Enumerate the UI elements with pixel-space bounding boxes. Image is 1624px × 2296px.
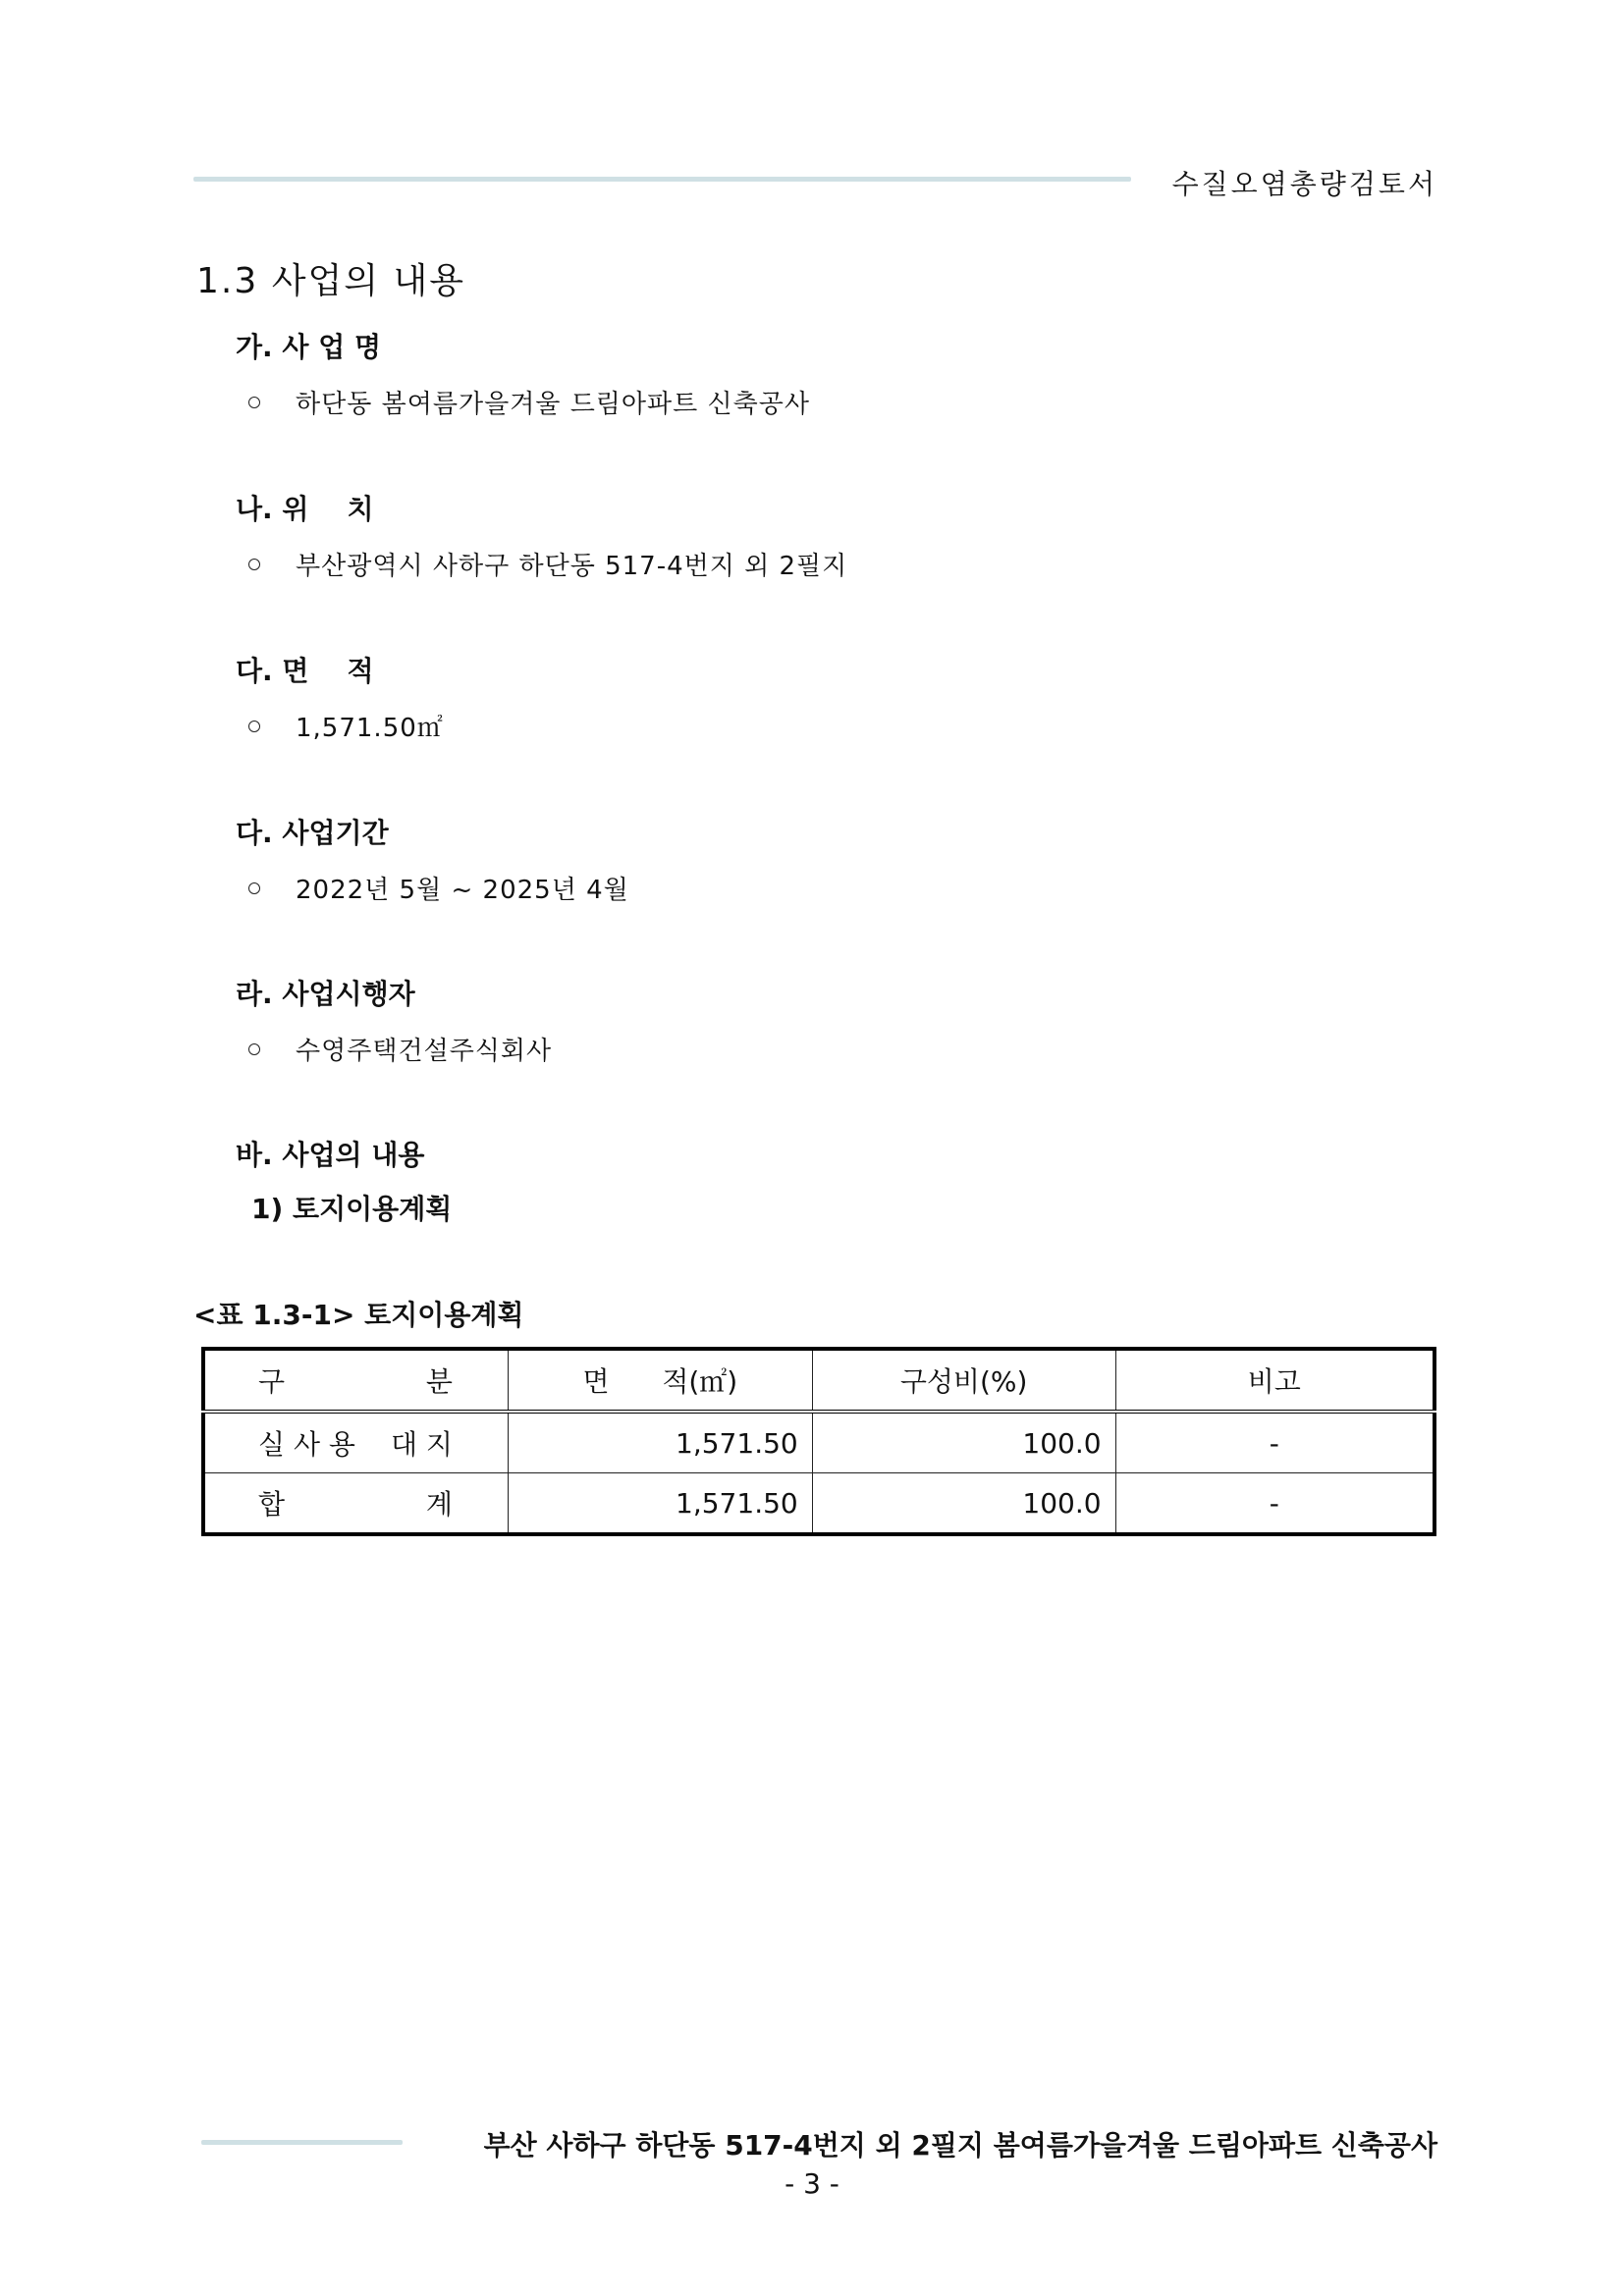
table-header-row xyxy=(203,1349,1435,1412)
row-label-part-a: 합 xyxy=(258,1488,286,1521)
header-rule xyxy=(193,177,1131,182)
row-remark: - xyxy=(1115,1473,1435,1535)
footer-title: 부산 사하구 하단동 517-4번지 외 2필지 봄여름가을겨울 드림아파트 신축공사 xyxy=(483,2129,1437,2162)
header-area-part-b: 적(㎡) xyxy=(662,1365,738,1398)
table-caption: <표 1.3-1> 토지이용계획 xyxy=(193,1299,524,1331)
header-remark: 비고 xyxy=(1115,1349,1435,1412)
table-row xyxy=(203,1412,1435,1473)
heading-area: 다. 면 적 xyxy=(236,655,374,687)
land-use-table xyxy=(201,1347,1436,1536)
table-row xyxy=(203,1473,1435,1535)
header-category xyxy=(203,1349,508,1412)
row-area: 1,571.50 xyxy=(508,1473,812,1535)
page-number: - 3 - xyxy=(785,2167,839,2200)
location-value: 부산광역시 사하구 하단동 517-4번지 외 2필지 xyxy=(296,552,848,581)
operator-value: 수영주택건설주식회사 xyxy=(296,1037,553,1066)
header-area xyxy=(508,1349,812,1412)
bullet-area xyxy=(248,708,444,744)
period-value: 2022년 5월 ~ 2025년 4월 xyxy=(296,876,629,905)
row-ratio: 100.0 xyxy=(812,1473,1115,1535)
bullet-dot-icon xyxy=(248,1043,260,1055)
bullet-project-name xyxy=(248,384,810,420)
bullet-dot-icon xyxy=(248,721,260,732)
bullet-dot-icon xyxy=(248,397,260,408)
bullet-dot-icon xyxy=(248,882,260,894)
bullet-period xyxy=(248,870,629,906)
row-label-part-b: 계 xyxy=(425,1488,453,1521)
section-title: 1.3 사업의 내용 xyxy=(196,261,466,301)
heading-project-name: 가. 사 업 명 xyxy=(236,331,382,363)
header-area-part-a: 면 xyxy=(582,1365,610,1398)
heading-business-content: 바. 사업의 내용 xyxy=(236,1139,425,1171)
heading-location: 나. 위 치 xyxy=(236,493,374,525)
header-category-part-a: 구 xyxy=(258,1365,286,1398)
bullet-operator xyxy=(248,1031,552,1067)
row-label xyxy=(203,1473,508,1535)
bullet-location xyxy=(248,546,847,582)
header-category-part-b: 분 xyxy=(425,1365,453,1398)
row-label-part-b: 대 지 xyxy=(390,1428,453,1461)
row-remark: - xyxy=(1115,1412,1435,1473)
header-ratio: 구성비(%) xyxy=(812,1349,1115,1412)
document-header-title: 수질오염총량검토서 xyxy=(1171,168,1437,200)
row-label xyxy=(203,1412,508,1473)
area-value: 1,571.50㎡ xyxy=(296,714,444,743)
row-label-part-a: 실 사 용 xyxy=(258,1428,355,1461)
row-ratio: 100.0 xyxy=(812,1412,1115,1473)
row-area: 1,571.50 xyxy=(508,1412,812,1473)
heading-period: 다. 사업기간 xyxy=(236,817,389,849)
footer-rule xyxy=(201,2140,403,2145)
heading-land-use-plan: 1) 토지이용계획 xyxy=(251,1193,453,1225)
heading-operator: 라. 사업시행자 xyxy=(236,978,415,1010)
bullet-dot-icon xyxy=(248,559,260,570)
project-name-value: 하단동 봄여름가을겨울 드림아파트 신축공사 xyxy=(296,390,810,419)
